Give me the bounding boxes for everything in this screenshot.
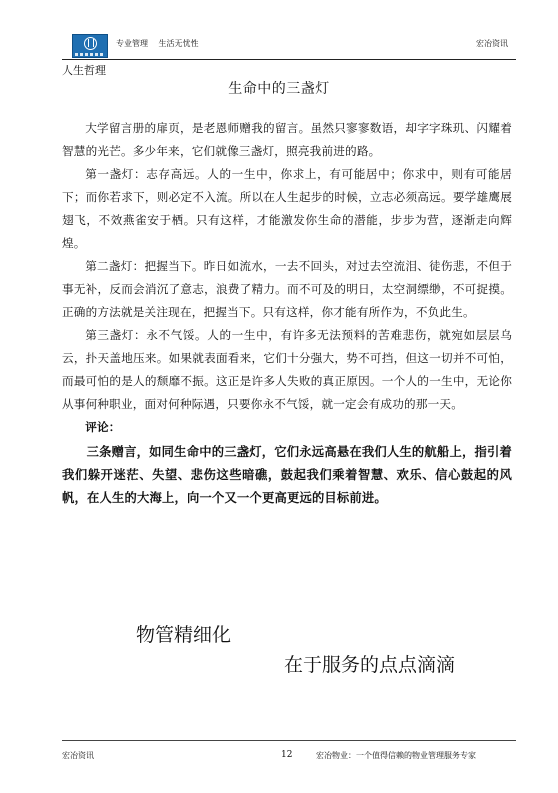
article-paragraph-4: 第三盏灯：永不气馁。人的一生中，有许多无法预料的苦难悲伤，就宛如层层乌云，扑天盖地压来。如果就表面看来，它们十分强大，势不可挡，但这一切并不可怕，而最可怕的是人的颓靡不振。这正是许多人失败的真正原因。一个人的一生中，无论你从事何种职业，面对何种际遇，只要你永不气馁，就一定会有成功的那一天。 <box>62 328 512 411</box>
ad-slogan-line-1: 物管精细化 <box>136 624 232 646</box>
comment-label: 评论： <box>85 420 121 434</box>
article-paragraph-1: 大学留言册的扉页，是老恩师赠我的留言。虽然只寥寥数语，却字字珠玑、闪耀着智慧的光芒。多少年来，它们就像三盏灯，照亮我前进的路。 <box>62 121 512 158</box>
header-slogan-2: 生活无忧性 <box>158 39 199 48</box>
footer-tagline: 宏冶物业：一个值得信赖的物业管理服务专家 <box>316 751 476 760</box>
comment-text: 三条赠言，如同生命中的三盏灯，它们永远高悬在我们人生的航船上，指引着我们躲开迷茫、失望、悲伤这些暗礁，鼓起我们乘着智慧、欢乐、信心鼓起的风帆，在人生的大海上，向一个又一个更高更远的目标前进。 <box>62 445 512 505</box>
footer-company: 宏冶资讯 <box>62 751 94 760</box>
ad-slogan-line-2: 在于服务的点点滴滴 <box>284 654 456 676</box>
header-company: 宏冶资讯 <box>476 39 508 48</box>
header-divider <box>62 59 516 60</box>
company-logo-icon <box>72 34 108 58</box>
header-slogan-1: 专业管理 <box>116 39 148 48</box>
page-number: 12 <box>281 750 293 760</box>
page-header <box>62 30 516 60</box>
article-title: 生命中的三盏灯 <box>228 81 330 97</box>
header-slogan <box>116 39 199 49</box>
section-label: 人生哲理 <box>62 64 106 77</box>
article-body <box>62 117 512 510</box>
article-paragraph-2: 第一盏灯：志存高远。人的一生中，你求上，有可能居中；你求中，则有可能居下；而你若求下，则必定不入流。所以在人生起步的时候，立志必须高远。要学雄鹰展翅飞，不效燕雀安于栖。只有这样，才能激发你生命的潜能，步步为营，逐渐走向辉煌。 <box>62 167 512 250</box>
footer-divider <box>62 740 516 741</box>
article-paragraph-3: 第二盏灯：把握当下。昨日如流水，一去不回头，对过去空流泪、徒伤悲，不但于事无补，反而会消沉了意志，浪费了精力。而不可及的明日，太空洞缥缈，不可捉摸。正确的方法就是关注现在，把握当下。只有这样，你才能有所作为，不负此生。 <box>62 259 512 319</box>
